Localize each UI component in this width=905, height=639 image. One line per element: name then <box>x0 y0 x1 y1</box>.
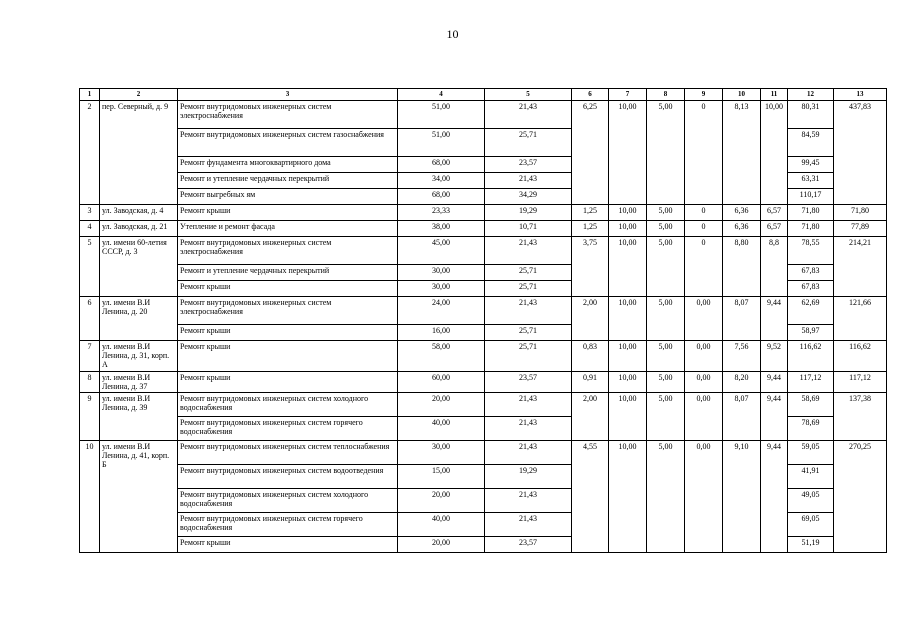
work-name-cell: Ремонт крыши <box>178 325 398 341</box>
col8-cell: 5,00 <box>647 341 685 372</box>
col5-cell: 25,71 <box>485 265 572 281</box>
col12-cell: 67,83 <box>788 265 834 281</box>
header-row <box>80 89 887 101</box>
col5-cell: 19,29 <box>485 205 572 221</box>
table-row <box>80 372 887 393</box>
work-name-cell: Ремонт внутридомовых инженерных систем холодного водоснабжения <box>178 393 398 417</box>
col5-cell: 21,43 <box>485 101 572 129</box>
col5-cell: 19,29 <box>485 465 572 489</box>
total-cell: 121,66 <box>834 297 887 341</box>
col5-cell: 23,57 <box>485 372 572 393</box>
col12-cell: 80,31 <box>788 101 834 129</box>
col9-cell: 0 <box>685 221 723 237</box>
work-name-cell: Ремонт внутридомовых инженерных систем горячего водоснабжения <box>178 513 398 537</box>
col8-cell: 5,00 <box>647 393 685 441</box>
col11-cell: 10,00 <box>761 101 788 205</box>
col5-cell: 34,29 <box>485 189 572 205</box>
col6-cell: 1,25 <box>572 205 609 221</box>
work-name-cell: Ремонт и утепление чердачных перекрытий <box>178 265 398 281</box>
col10-cell: 6,36 <box>723 221 761 237</box>
work-name-cell: Ремонт крыши <box>178 372 398 393</box>
col9-cell: 0 <box>685 205 723 221</box>
col12-cell: 117,12 <box>788 372 834 393</box>
col12-cell: 62,69 <box>788 297 834 325</box>
col4-cell: 45,00 <box>398 237 485 265</box>
col4-cell: 30,00 <box>398 265 485 281</box>
work-name-cell: Ремонт крыши <box>178 537 398 553</box>
col5-cell: 10,71 <box>485 221 572 237</box>
table-row <box>80 341 887 372</box>
col12-cell: 51,19 <box>788 537 834 553</box>
header-cell: 4 <box>398 89 485 101</box>
col4-cell: 20,00 <box>398 537 485 553</box>
col8-cell: 5,00 <box>647 441 685 553</box>
col10-cell: 7,56 <box>723 341 761 372</box>
col12-cell: 58,97 <box>788 325 834 341</box>
work-name-cell: Ремонт внутридомовых инженерных систем горячего водоснабжения <box>178 417 398 441</box>
address-cell: ул. Заводская, д. 4 <box>100 205 178 221</box>
col8-cell: 5,00 <box>647 101 685 205</box>
col10-cell: 8,80 <box>723 237 761 297</box>
work-name-cell: Утепление и ремонт фасада <box>178 221 398 237</box>
col12-cell: 78,55 <box>788 237 834 265</box>
col5-cell: 25,71 <box>485 281 572 297</box>
work-name-cell: Ремонт крыши <box>178 341 398 372</box>
table-row <box>80 221 887 237</box>
address-cell: пер. Северный, д. 9 <box>100 101 178 205</box>
work-name-cell: Ремонт крыши <box>178 281 398 297</box>
col6-cell: 4,55 <box>572 441 609 553</box>
header-cell: 2 <box>100 89 178 101</box>
col12-cell: 58,69 <box>788 393 834 417</box>
col8-cell: 5,00 <box>647 221 685 237</box>
col12-cell: 71,80 <box>788 221 834 237</box>
address-cell: ул. имени В.И Ленина, д. 20 <box>100 297 178 341</box>
header-cell: 12 <box>788 89 834 101</box>
col6-cell: 3,75 <box>572 237 609 297</box>
col9-cell: 0,00 <box>685 341 723 372</box>
col11-cell: 8,8 <box>761 237 788 297</box>
col4-cell: 30,00 <box>398 281 485 297</box>
col11-cell: 6,57 <box>761 205 788 221</box>
col7-cell: 10,00 <box>609 237 647 297</box>
total-cell: 270,25 <box>834 441 887 553</box>
work-name-cell: Ремонт внутридомовых инженерных систем водоотведения <box>178 465 398 489</box>
col4-cell: 40,00 <box>398 417 485 441</box>
work-name-cell: Ремонт внутридомовых инженерных систем теплоснабжения <box>178 441 398 465</box>
col12-cell: 41,91 <box>788 465 834 489</box>
col4-cell: 34,00 <box>398 173 485 189</box>
col12-cell: 71,80 <box>788 205 834 221</box>
table-row <box>80 297 887 325</box>
col7-cell: 10,00 <box>609 393 647 441</box>
row-number-cell: 6 <box>80 297 100 341</box>
table-row <box>80 205 887 221</box>
table-row <box>80 101 887 129</box>
col5-cell: 21,43 <box>485 297 572 325</box>
col10-cell: 8,07 <box>723 297 761 341</box>
header-cell: 11 <box>761 89 788 101</box>
row-number-cell: 5 <box>80 237 100 297</box>
col12-cell: 78,69 <box>788 417 834 441</box>
col12-cell: 116,62 <box>788 341 834 372</box>
col12-cell: 84,59 <box>788 129 834 157</box>
col5-cell: 25,71 <box>485 129 572 157</box>
repair-cost-table <box>79 88 887 553</box>
col10-cell: 8,07 <box>723 393 761 441</box>
work-name-cell: Ремонт внутридомовых инженерных систем электроснабжения <box>178 297 398 325</box>
work-name-cell: Ремонт крыши <box>178 205 398 221</box>
col10-cell: 9,10 <box>723 441 761 553</box>
work-name-cell: Ремонт фундамента многоквартирного дома <box>178 157 398 173</box>
header-cell: 1 <box>80 89 100 101</box>
col12-cell: 59,05 <box>788 441 834 465</box>
total-cell: 77,89 <box>834 221 887 237</box>
col4-cell: 15,00 <box>398 465 485 489</box>
total-cell: 437,83 <box>834 101 887 205</box>
col7-cell: 10,00 <box>609 221 647 237</box>
col4-cell: 51,00 <box>398 129 485 157</box>
col5-cell: 23,57 <box>485 157 572 173</box>
col8-cell: 5,00 <box>647 297 685 341</box>
col9-cell: 0,00 <box>685 441 723 553</box>
col11-cell: 9,44 <box>761 297 788 341</box>
header-cell: 5 <box>485 89 572 101</box>
address-cell: ул. имени В.И Ленина, д. 37 <box>100 372 178 393</box>
work-name-cell: Ремонт внутридомовых инженерных систем электроснабжения <box>178 237 398 265</box>
total-cell: 137,38 <box>834 393 887 441</box>
col5-cell: 25,71 <box>485 341 572 372</box>
col12-cell: 67,83 <box>788 281 834 297</box>
col11-cell: 6,57 <box>761 221 788 237</box>
row-number-cell: 3 <box>80 205 100 221</box>
table-row <box>80 393 887 417</box>
col9-cell: 0,00 <box>685 297 723 341</box>
col5-cell: 21,43 <box>485 417 572 441</box>
row-number-cell: 4 <box>80 221 100 237</box>
col6-cell: 2,00 <box>572 393 609 441</box>
col4-cell: 60,00 <box>398 372 485 393</box>
col10-cell: 8,13 <box>723 101 761 205</box>
col5-cell: 21,43 <box>485 393 572 417</box>
total-cell: 117,12 <box>834 372 887 393</box>
col9-cell: 0 <box>685 237 723 297</box>
col11-cell: 9,44 <box>761 393 788 441</box>
work-name-cell: Ремонт внутридомовых инженерных систем газоснабжения <box>178 129 398 157</box>
col6-cell: 0,83 <box>572 341 609 372</box>
total-cell: 116,62 <box>834 341 887 372</box>
col4-cell: 38,00 <box>398 221 485 237</box>
col6-cell: 0,91 <box>572 372 609 393</box>
col7-cell: 10,00 <box>609 297 647 341</box>
col8-cell: 5,00 <box>647 237 685 297</box>
header-cell: 13 <box>834 89 887 101</box>
address-cell: ул. имени В.И Ленина, д. 41, корп. Б <box>100 441 178 553</box>
col11-cell: 9,52 <box>761 341 788 372</box>
total-cell: 71,80 <box>834 205 887 221</box>
row-number-cell: 10 <box>80 441 100 553</box>
col4-cell: 24,00 <box>398 297 485 325</box>
col5-cell: 21,43 <box>485 441 572 465</box>
col6-cell: 2,00 <box>572 297 609 341</box>
col5-cell: 25,71 <box>485 325 572 341</box>
col8-cell: 5,00 <box>647 205 685 221</box>
col8-cell: 5,00 <box>647 372 685 393</box>
col7-cell: 10,00 <box>609 101 647 205</box>
col6-cell: 6,25 <box>572 101 609 205</box>
col4-cell: 20,00 <box>398 393 485 417</box>
col7-cell: 10,00 <box>609 205 647 221</box>
col4-cell: 68,00 <box>398 157 485 173</box>
col9-cell: 0 <box>685 101 723 205</box>
col12-cell: 69,05 <box>788 513 834 537</box>
row-number-cell: 2 <box>80 101 100 205</box>
col4-cell: 30,00 <box>398 441 485 465</box>
table-row <box>80 237 887 265</box>
col4-cell: 58,00 <box>398 341 485 372</box>
work-name-cell: Ремонт внутридомовых инженерных систем электроснабжения <box>178 101 398 129</box>
header-cell: 8 <box>647 89 685 101</box>
work-name-cell: Ремонт и утепление чердачных перекрытий <box>178 173 398 189</box>
col12-cell: 110,17 <box>788 189 834 205</box>
row-number-cell: 9 <box>80 393 100 441</box>
col12-cell: 63,31 <box>788 173 834 189</box>
work-name-cell: Ремонт внутридомовых инженерных систем холодного водоснабжения <box>178 489 398 513</box>
header-cell: 10 <box>723 89 761 101</box>
col5-cell: 21,43 <box>485 513 572 537</box>
col4-cell: 51,00 <box>398 101 485 129</box>
table-row <box>80 441 887 465</box>
col4-cell: 40,00 <box>398 513 485 537</box>
col9-cell: 0,00 <box>685 372 723 393</box>
col11-cell: 9,44 <box>761 372 788 393</box>
col5-cell: 21,43 <box>485 173 572 189</box>
col10-cell: 6,36 <box>723 205 761 221</box>
row-number-cell: 7 <box>80 341 100 372</box>
col7-cell: 10,00 <box>609 372 647 393</box>
col10-cell: 8,20 <box>723 372 761 393</box>
header-cell: 3 <box>178 89 398 101</box>
col11-cell: 9,44 <box>761 441 788 553</box>
col5-cell: 21,43 <box>485 237 572 265</box>
header-cell: 9 <box>685 89 723 101</box>
address-cell: ул. имени 60-летия СССР, д. 3 <box>100 237 178 297</box>
col4-cell: 68,00 <box>398 189 485 205</box>
col9-cell: 0,00 <box>685 393 723 441</box>
col4-cell: 16,00 <box>398 325 485 341</box>
col7-cell: 10,00 <box>609 341 647 372</box>
col5-cell: 23,57 <box>485 537 572 553</box>
page-number: 10 <box>446 27 459 41</box>
col6-cell: 1,25 <box>572 221 609 237</box>
header-cell: 6 <box>572 89 609 101</box>
table-body <box>80 89 887 553</box>
address-cell: ул. имени В.И Ленина, д. 39 <box>100 393 178 441</box>
col4-cell: 23,33 <box>398 205 485 221</box>
work-name-cell: Ремонт выгребных ям <box>178 189 398 205</box>
row-number-cell: 8 <box>80 372 100 393</box>
address-cell: ул. имени В.И Ленина, д. 31, корп. А <box>100 341 178 372</box>
col7-cell: 10,00 <box>609 441 647 553</box>
col12-cell: 99,45 <box>788 157 834 173</box>
header-cell: 7 <box>609 89 647 101</box>
col12-cell: 49,05 <box>788 489 834 513</box>
col4-cell: 20,00 <box>398 489 485 513</box>
total-cell: 214,21 <box>834 237 887 297</box>
address-cell: ул. Заводская, д. 21 <box>100 221 178 237</box>
col5-cell: 21,43 <box>485 489 572 513</box>
